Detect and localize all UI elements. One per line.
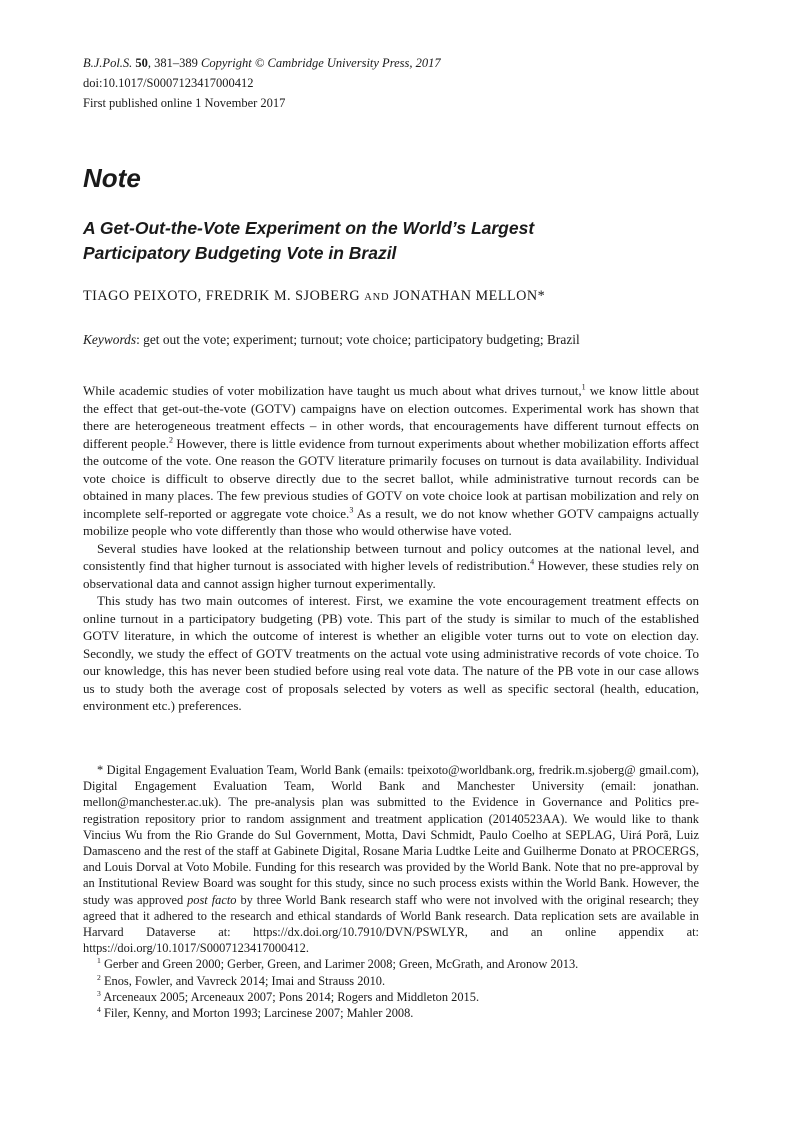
authors-part-1: TIAGO PEIXOTO, FREDRIK M. SJOBERG [83,288,361,304]
copyright-notice: Copyright © Cambridge University Press, 2017 [201,56,441,70]
footnote-number: 2 [97,972,101,982]
footnote-ref-3[interactable]: 3 [349,505,354,515]
journal-pages: , 381–389 [147,56,198,70]
paper-title [83,216,703,266]
footnote-3 [83,989,699,1005]
journal-volume: 50 [135,56,148,70]
footnote-ref-2[interactable]: 2 [169,435,174,445]
footnote-number: 4 [97,1004,101,1014]
body-paragraph-1 [83,382,699,540]
p2-text-a: Several studies have looked at the relationship between turnout and policy outcomes at the national level, and consistently find that higher turnout is associated with higher levels of redistribution. [83,540,699,573]
author-list [83,286,545,308]
footnote-ref-4[interactable]: 4 [530,557,535,567]
keywords [83,330,580,350]
footnote-text: Gerber and Green 2000; Gerber, Green, and Larimer 2008; Green, McGrath, and Aronow 2013. [103,957,579,972]
footnotes [83,762,699,1021]
footnote-2 [83,973,699,989]
journal-header [83,53,723,113]
footnote-text: Filer, Kenny, and Morton 1993; Larcinese 2007; Mahler 2008. [103,1006,414,1021]
footnote-text: Enos, Fowler, and Vavreck 2014; Imai and Strauss 2010. [103,973,386,988]
footnote-number: 3 [97,988,101,998]
paper-title-line-2: Participatory Budgeting Vote in Brazil [83,243,397,263]
fn-star-text-a: * Digital Engagement Evaluation Team, World Bank (emails: tpeixoto@worldbank.org, fredrik.m.sjoberg@ gmail.com), Digital Engagement Evaluation Team, World Bank and Manchester University (email: jonathan. mellon@manchester.ac.uk). The pre-analysis plan was submitted to the Evidence in Governance and Politics pre-registration repository prior to random assignment and treatment application (20140523AA). We would like to thank Vincius Wu from the Rio Grande do Sul Government, Motta, Davi Schmidt, Paulo Coelho at SEPLAG, Uirá Porã, Luiz Damasceno and the rest of the staff at Gabinete Digital, Rosane Maria Ludtke Leite and Guilherme Donato at PROCERGS, and Louis Dorval at Voto Mobile. Funding for this research was provided by the World Bank. Note that no pre-approval by an Institutional Review Board was sought for this study, since no such process exists within the World Bank. However, the study was approved [83,763,699,907]
body-paragraph-2 [83,540,699,593]
citation-line [83,53,723,73]
note-label: Note [83,163,141,193]
footnote-number: 1 [97,956,101,966]
keywords-text: : get out the vote; experiment; turnout; vote choice; participatory budgeting; Brazil [136,332,580,347]
doi-line: doi:10.1017/S0007123417000412 [83,76,254,90]
p2-text-b: However, these studies rely on observational data and cannot assign higher turnout experimentally. [83,558,699,591]
fn-star-italic: post facto [187,892,237,907]
journal-name: B.J.Pol.S. [83,56,133,70]
p1-text-d: As a result, we do not know whether GOTV campaigns actually mobilize people who vote differently than those who would otherwise have voted. [83,505,699,538]
footnote-text: Arceneaux 2005; Arceneaux 2007; Pons 2014; Rogers and Middleton 2015. [103,989,480,1004]
footnote-4 [83,1005,699,1021]
authors-and: AND [364,292,390,303]
paper-title-line-1: A Get-Out-the-Vote Experiment on the World’s Largest [83,218,535,238]
keywords-label: Keywords [83,332,137,347]
published-line: First published online 1 November 2017 [83,96,286,110]
authors-part-2: JONATHAN MELLON* [393,288,546,304]
footnote-1 [83,956,699,972]
footnote-author-info [83,762,699,956]
body-paragraph-3: This study has two main outcomes of interest. First, we examine the vote encouragement treatment effects on online turnout in a participatory budgeting (PB) vote. This part of the study is similar to much of the established GOTV literature, in which the outcome of interest is whether an eligible voter turns out to vote on election day. Secondly, we study the effect of GOTV treatments on the actual vote using administrative records of vote choice. To our knowledge, this has never been studied before using real vote data. The nature of the PB vote in our case allows us to study both the average cost of proposals selected by voters as well as specific sectoral (health, education, environment etc.) preferences. [83,593,699,713]
p1-text-c: However, there is little evidence from turnout experiments about whether mobilization efforts affect the outcome of the vote. One reason the GOTV literature primarily focuses on turnout is data availability. Individual vote choice is difficult to observe directly due to the secret ballot, while administrative turnout records can be obtained in many places. The few previous studies of GOTV on vote choice look at partisan mobilization and rely on incomplete self-reported or aggregate vote choice. [83,435,699,521]
p1-text-b: we know little about the effect that get-out-the-vote (GOTV) campaigns have on election outcomes. Experimental work has shown that there are heterogeneous treatment effects – in other words, that encouragements have different turnout effects on different people. [83,383,700,451]
footnote-ref-1[interactable]: 1 [581,382,586,392]
body-text [83,382,699,715]
p1-text-a: While academic studies of voter mobilization have taught us much about what drives turnout, [83,383,582,398]
fn-star-text-b: by three World Bank research staff who were not involved with the original research; they agreed that it adhered to the research and ethical standards of World Bank research. Data replication sets are available in Harvard Dataverse at: https://dx.doi.org/10.7910/DVN/PSWLYR, and an online appendix at: https://doi.org/10.1017/S0007123417000412. [83,892,699,956]
